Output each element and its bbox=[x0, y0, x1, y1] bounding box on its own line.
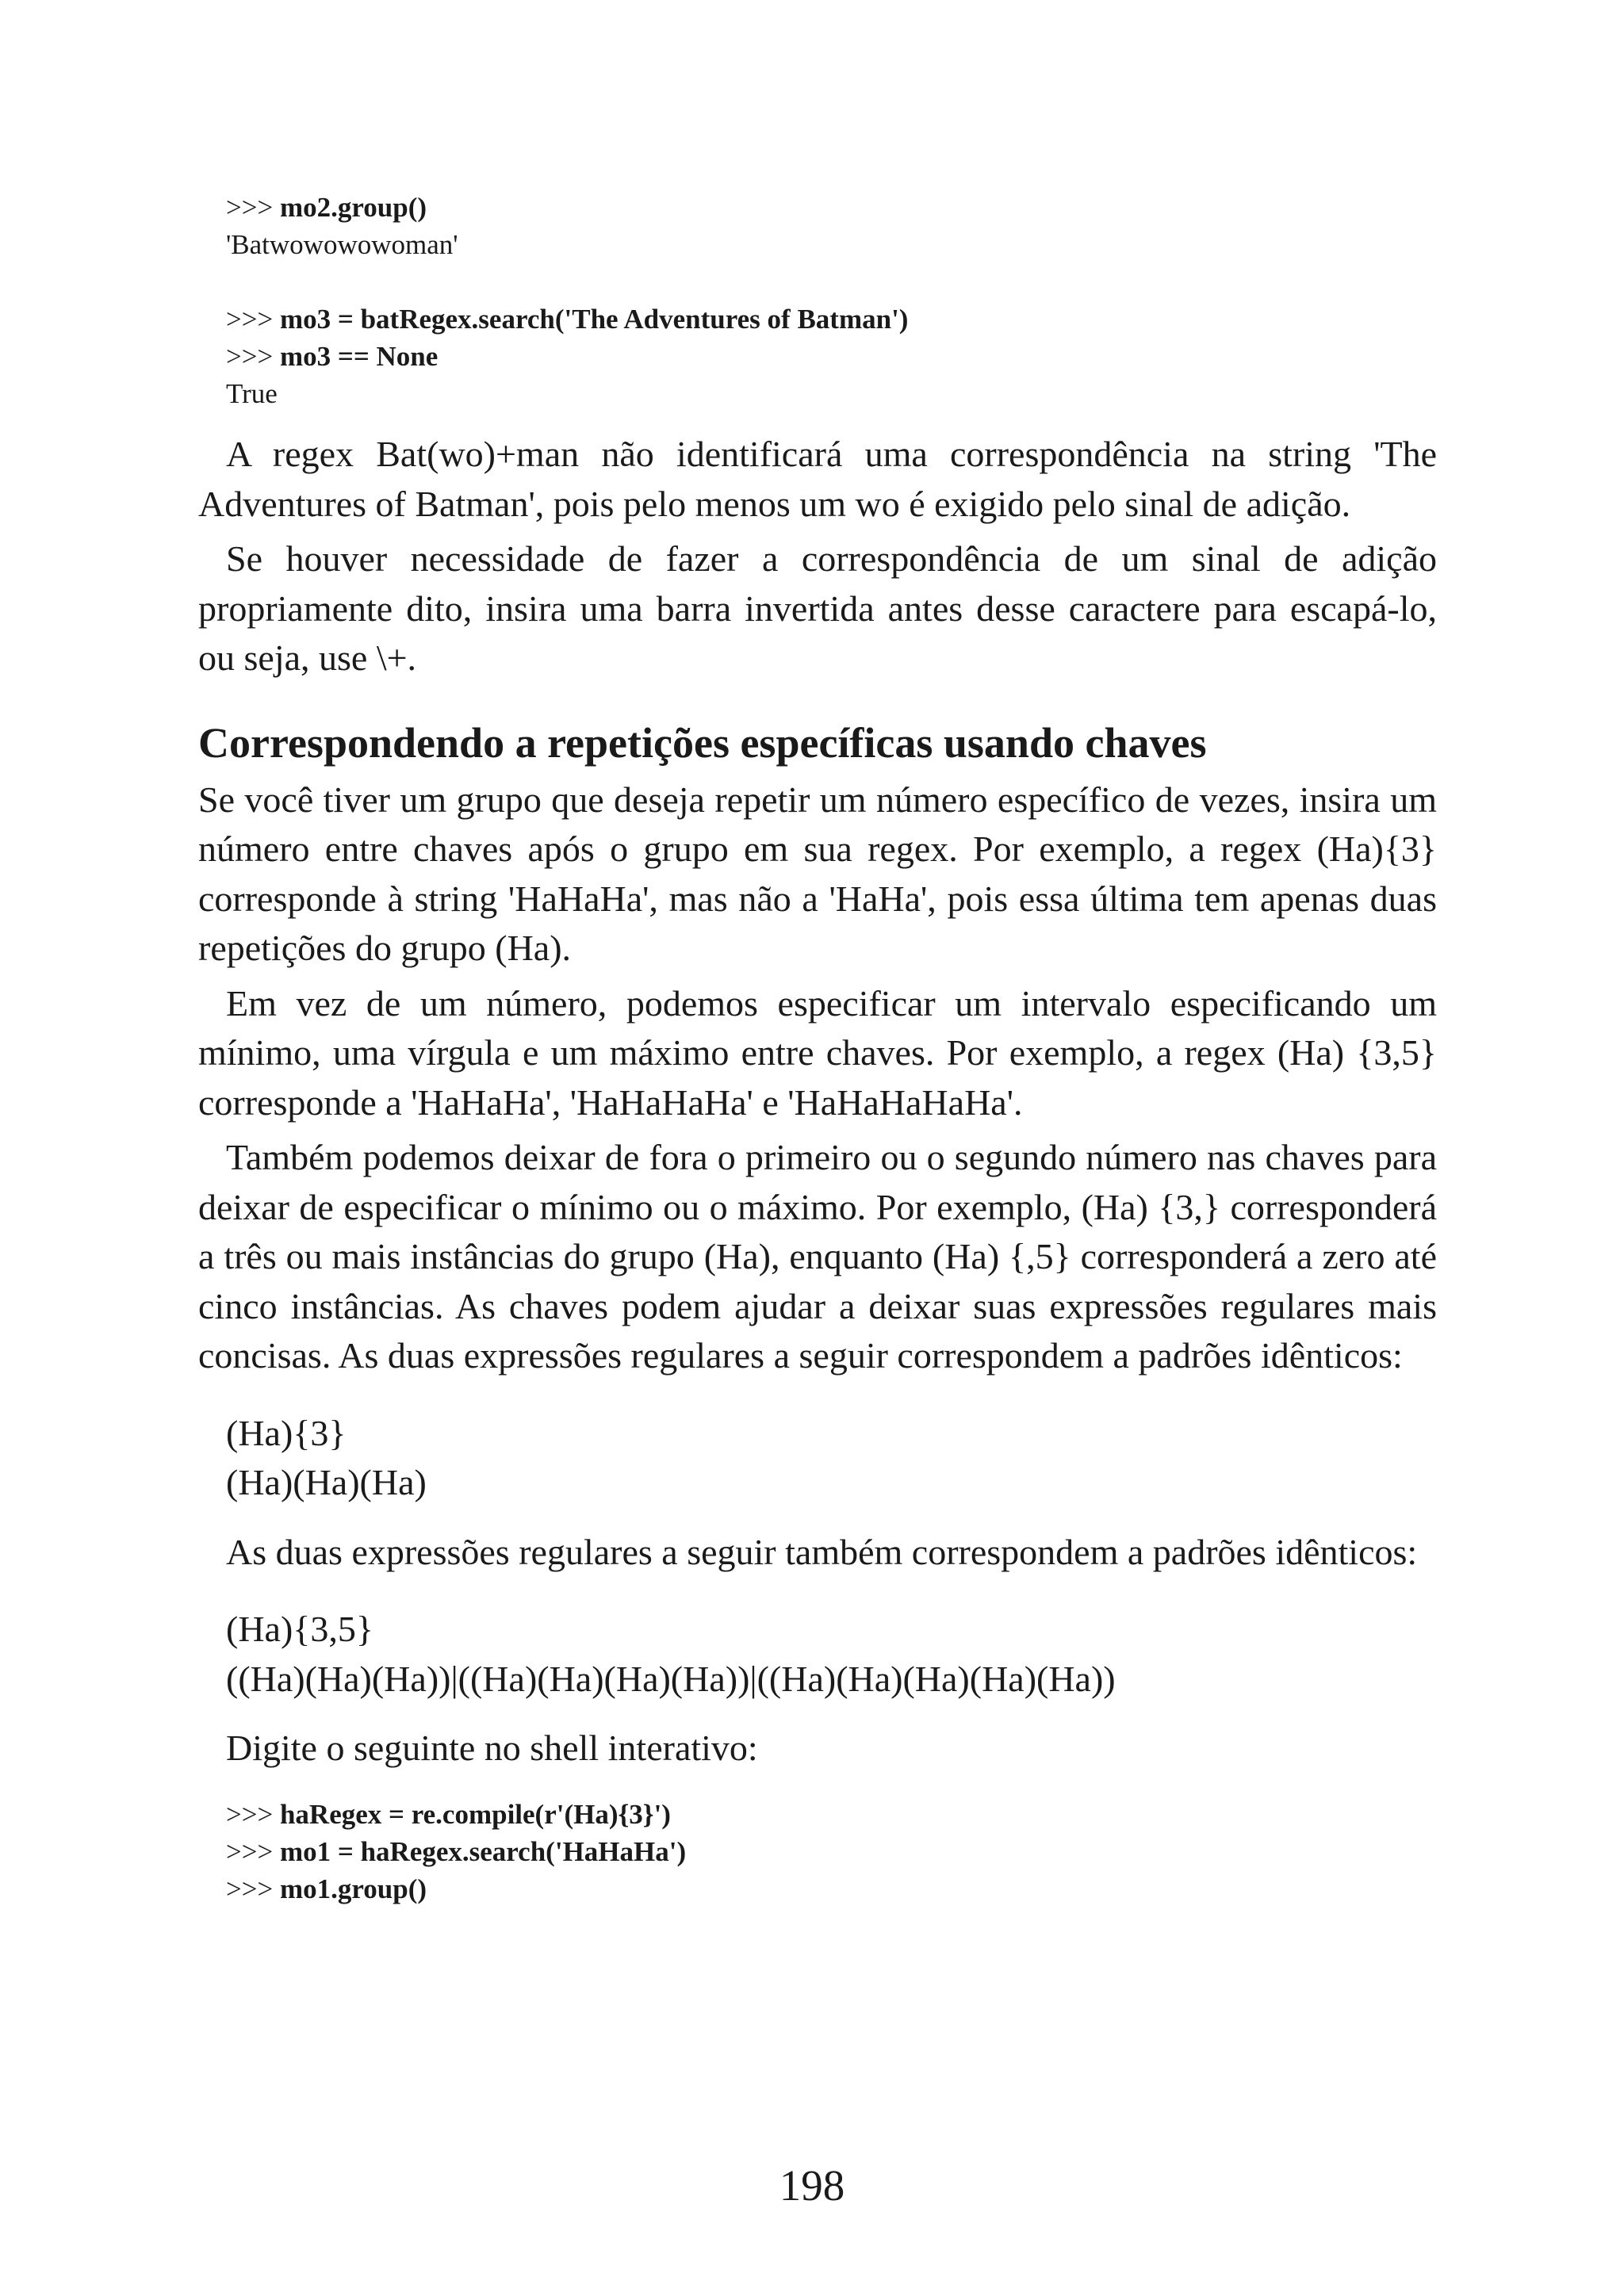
code-line bbox=[226, 1870, 1437, 1908]
code-output: 'Batwowowowoman' bbox=[226, 229, 458, 260]
code-line bbox=[226, 226, 1437, 263]
code-block-1 bbox=[198, 189, 1437, 412]
regex-example: ((Ha)(Ha)(Ha))|((Ha)(Ha)(Ha)(Ha))|((Ha)(Ha)(Ha)(Ha)(Ha)) bbox=[226, 1658, 1116, 1699]
page-content bbox=[198, 189, 1437, 1908]
regex-example-block bbox=[198, 1409, 1437, 1508]
code-command: mo3 == None bbox=[279, 341, 439, 372]
regex-example: (Ha){3} bbox=[226, 1412, 347, 1453]
code-prompt: >>> bbox=[226, 1873, 280, 1904]
code-line bbox=[226, 1796, 1437, 1833]
code-line bbox=[226, 338, 1437, 375]
body-paragraph: As duas expressões regulares a seguir também correspondem a padrões idênticos: bbox=[226, 1531, 1418, 1572]
code-line bbox=[226, 189, 1437, 226]
body-paragraph: Se você tiver um grupo que deseja repetir um número específico de vezes, insira um número entre chaves após o grupo em sua regex. Por exemplo, a regex (Ha){3} corresponde à string 'HaHaHa', mas não a 'HaHa', pois essa última tem apenas duas repetições do grupo (Ha). bbox=[198, 779, 1437, 968]
code-command: mo1 = haRegex.search('HaHaHa') bbox=[279, 1835, 687, 1867]
code-command: mo1.group() bbox=[279, 1873, 427, 1904]
code-prompt: >>> bbox=[226, 304, 280, 335]
body-paragraph: A regex Bat(wo)+man não identificará uma correspondência na string 'The Adventures of Batman', pois pelo menos um wo é exigido pelo sinal de adição. bbox=[198, 434, 1437, 524]
body-paragraph: Também podemos deixar de fora o primeiro ou o segundo número nas chaves para deixar de especificar o mínimo ou o máximo. Por exemplo, (Ha) {3,} corresponderá a três ou mais instâncias do grupo (Ha), enquanto (Ha) {,5} corresponderá a zero até cinco instâncias. As chaves podem ajudar a deixar suas expressões regulares mais concisas. As duas expressões regulares a seguir correspondem a padrões idênticos: bbox=[198, 1137, 1437, 1376]
code-prompt: >>> bbox=[226, 1835, 280, 1867]
code-blank-line bbox=[226, 263, 1437, 300]
code-prompt: >>> bbox=[226, 192, 280, 223]
page-number: 198 bbox=[779, 2161, 845, 2210]
code-command: haRegex = re.compile(r'(Ha){3}') bbox=[279, 1798, 671, 1830]
code-output: True bbox=[226, 378, 278, 409]
regex-example-block bbox=[198, 1605, 1437, 1704]
code-line bbox=[226, 300, 1437, 338]
code-prompt: >>> bbox=[226, 1798, 280, 1830]
code-prompt: >>> bbox=[226, 341, 280, 372]
body-paragraph: Em vez de um número, podemos especificar um intervalo especificando um mínimo, uma vírgula e um máximo entre chaves. Por exemplo, a regex (Ha) {3,5} corresponde a 'HaHaHa', 'HaHaHaHa' e 'HaHaHaHaHa'. bbox=[198, 982, 1437, 1123]
regex-example: (Ha){3,5} bbox=[226, 1609, 373, 1649]
code-line bbox=[226, 375, 1437, 412]
body-paragraph: Digite o seguinte no shell interativo: bbox=[226, 1728, 758, 1768]
code-command: mo3 = batRegex.search('The Adventures of Batman') bbox=[279, 304, 909, 335]
section-heading: Correspondendo a repetições específicas usando chaves bbox=[198, 718, 1207, 767]
code-line bbox=[226, 1833, 1437, 1870]
regex-example: (Ha)(Ha)(Ha) bbox=[226, 1462, 427, 1502]
body-paragraph: Se houver necessidade de fazer a correspondência de um sinal de adição propriamente dito, insira uma barra invertida antes desse caractere para escapá-lo, ou seja, use \+. bbox=[198, 538, 1437, 678]
code-block-2 bbox=[198, 1796, 1437, 1908]
code-command: mo2.group() bbox=[279, 192, 427, 223]
